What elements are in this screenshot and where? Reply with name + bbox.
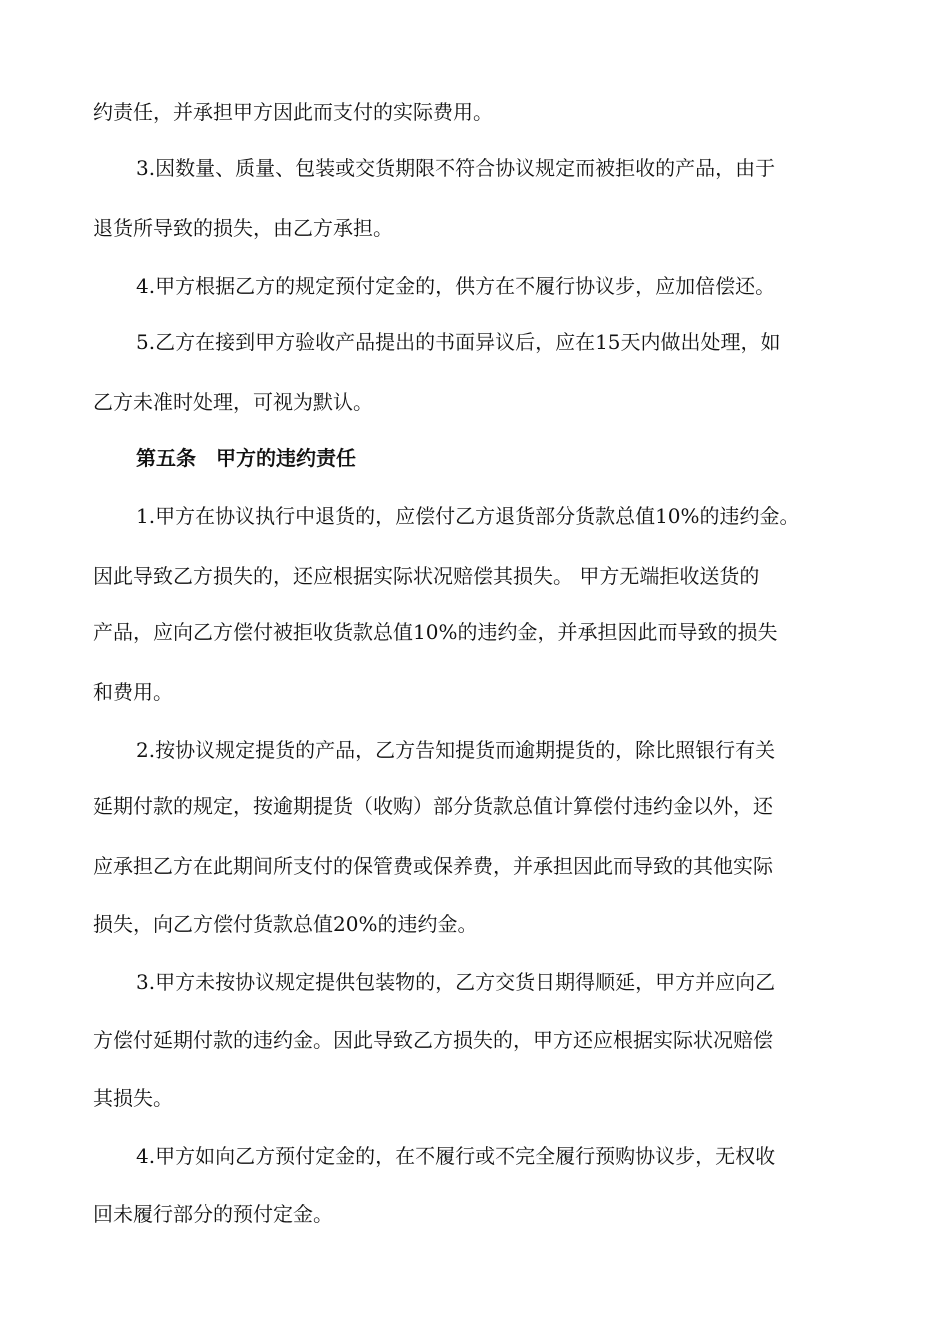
paragraph-line-4: 4.甲方根据乙方的规定预付定金的，供方在不履行协议步，应加倍偿还。 <box>136 274 776 298</box>
paragraph-line-17: 方偿付延期付款的违约金。因此导致乙方损失的，甲方还应根据实际状况赔偿 <box>93 1028 773 1052</box>
paragraph-line-12: 2.按协议规定提货的产品，乙方告知提货而逾期提货的，除比照银行有关 <box>136 738 776 762</box>
paragraph-line-19: 4.甲方如向乙方预付定金的，在不履行或不完全履行预购协议步，无权收 <box>136 1144 776 1168</box>
paragraph-line-8: 1.甲方在协议执行中退货的，应偿付乙方退货部分货款总值10%的违约金。 <box>136 504 800 528</box>
paragraph-line-20: 回未履行部分的预付定金。 <box>93 1202 333 1226</box>
paragraph-line-16: 3.甲方未按协议规定提供包装物的，乙方交货日期得顺延，甲方并应向乙 <box>136 970 776 994</box>
paragraph-line-10: 产品，应向乙方偿付被拒收货款总值10%的违约金，并承担因此而导致的损失 <box>93 620 778 644</box>
paragraph-line-1: 约责任，并承担甲方因此而支付的实际费用。 <box>93 100 493 124</box>
paragraph-line-5: 5.乙方在接到甲方验收产品提出的书面异议后，应在15天内做出处理，如 <box>136 330 781 354</box>
paragraph-line-18: 其损失。 <box>93 1086 173 1110</box>
section-heading: 第五条 甲方的违约责任 <box>136 446 356 470</box>
paragraph-line-2: 3.因数量、质量、包装或交货期限不符合协议规定而被拒收的产品，由于 <box>136 156 776 180</box>
paragraph-line-11: 和费用。 <box>93 680 173 704</box>
paragraph-line-13: 延期付款的规定，按逾期提货（收购）部分货款总值计算偿付违约金以外，还 <box>93 794 773 818</box>
paragraph-line-6: 乙方未准时处理，可视为默认。 <box>93 390 373 414</box>
paragraph-line-3: 退货所导致的损失，由乙方承担。 <box>93 216 393 240</box>
paragraph-line-14: 应承担乙方在此期间所支付的保管费或保养费，并承担因此而导致的其他实际 <box>93 854 773 878</box>
paragraph-line-15: 损失，向乙方偿付货款总值20%的违约金。 <box>93 912 478 936</box>
paragraph-line-9: 因此导致乙方损失的，还应根据实际状况赔偿其损失。 甲方无端拒收送货的 <box>93 564 760 588</box>
